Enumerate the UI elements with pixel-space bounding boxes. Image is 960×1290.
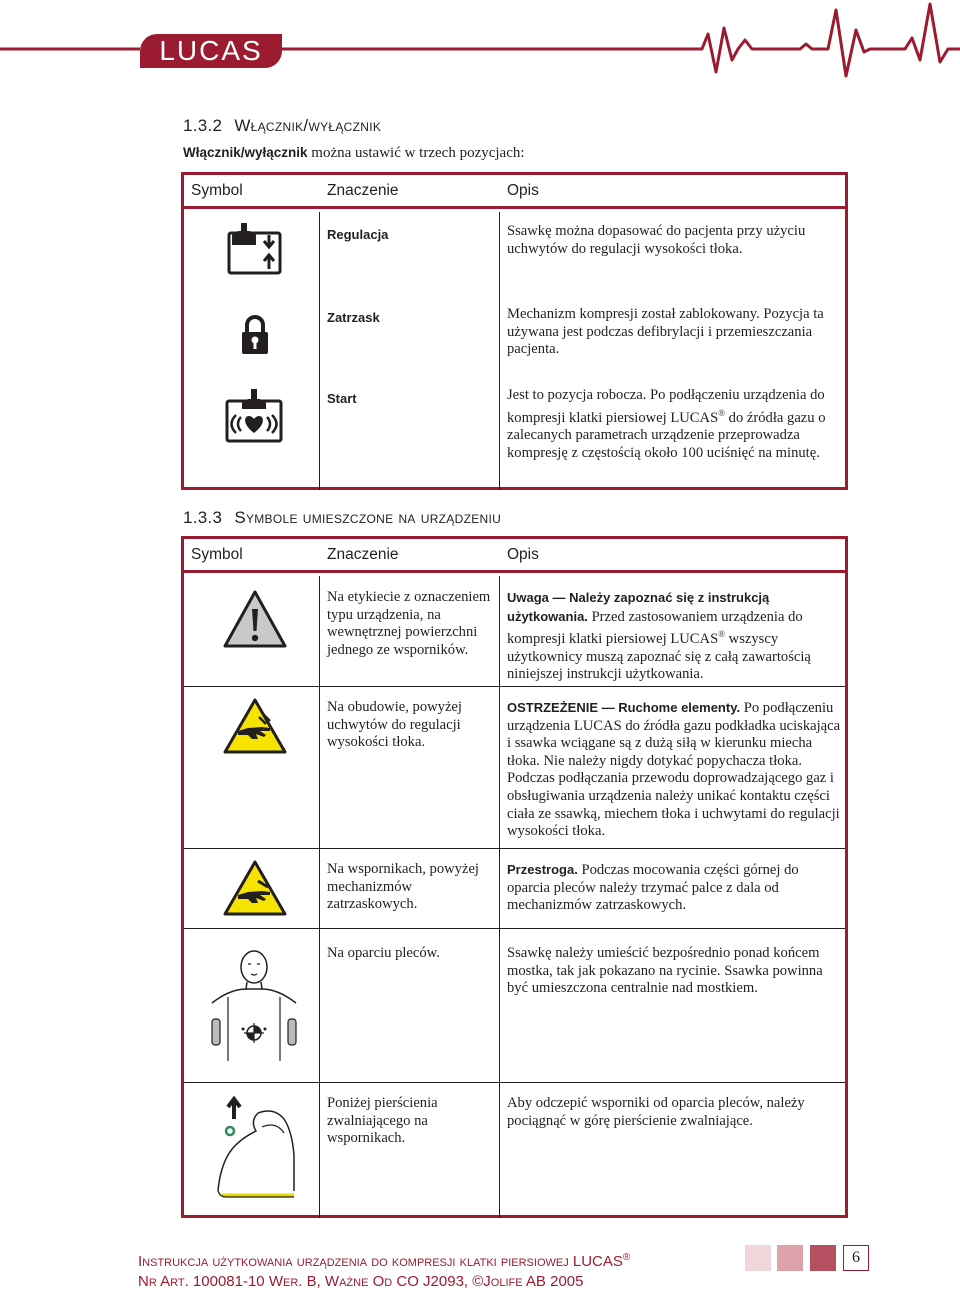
section-title-1-3-3 xyxy=(183,508,501,528)
desc-zatrzask: Mechanizm kompresji został zablokowany. Pozycja ta używana jest podczas defibrylacji i przemieszczania pacjenta. xyxy=(507,306,824,358)
col-description: Opis xyxy=(507,182,539,199)
switch-positions-table xyxy=(181,172,848,490)
desc-start: Jest to pozycja robocza. Po podłączeniu urządzenia do kompresji klatki piersiowej LUCAS® do źródła gazu o zalecanych parametrach urządzenie przeprowadza kompresję z częstością około 100 uciśnięć na minutę. xyxy=(507,387,826,461)
table-header xyxy=(184,175,845,209)
release-ring-icon xyxy=(212,1095,302,1205)
adjust-icon xyxy=(226,221,284,277)
meaning-start: Start xyxy=(327,391,357,406)
col-symbol: Symbol xyxy=(191,546,243,563)
desc-regulacja: Ssawkę można dopasować do pacjenta przy użyciu uchwytów do regulacji wysokości tłoka. xyxy=(507,223,806,257)
meaning-regulacja: Regulacja xyxy=(327,227,389,242)
desc-hand-pinch: Przestroga. Podczas mocowania części górnej do oparcia pleców należy trzymać palce z dala od mechanizmów zatrzaskowych. xyxy=(507,862,799,914)
page-number: 6 xyxy=(843,1245,869,1271)
section-title-text: Symbole umieszczone na urządzeniu xyxy=(234,508,502,527)
footer-square-1 xyxy=(745,1245,771,1271)
meaning-patient: Na oparciu pleców. xyxy=(327,945,440,961)
section-title-text: Włącznik/wyłącznik xyxy=(234,116,382,135)
footer-article-number: Nr Art. 100081-10 Wer. B, Ważne Od CO J2093, ©Jolife AB 2005 xyxy=(138,1273,584,1290)
page-footer xyxy=(138,1248,630,1290)
device-symbols-table xyxy=(181,536,848,1218)
col-symbol: Symbol xyxy=(191,182,243,199)
lock-icon xyxy=(240,315,270,355)
col-meaning: Znaczenie xyxy=(327,546,399,563)
col-meaning: Znaczenie xyxy=(327,182,399,199)
desc-warning: Uwaga — Należy zapoznać się z instrukcją użytkowania. Przed zastosowaniem urządzenia do kompresji klatki piersiowej LUCAS® wszyscy użytkownicy muszą zapoznać się z całą zawartością niniejszej instrukcji użytkowania. xyxy=(507,590,811,683)
intro-text: Włącznik/wyłącznik można ustawić w trzech pozycjach: xyxy=(183,145,525,161)
section-title-1-3-2 xyxy=(183,116,381,136)
footer-square-3 xyxy=(810,1245,836,1271)
page-header xyxy=(0,0,960,80)
desc-patient: Ssawkę należy umieścić bezpośrednio ponad końcem mostka, tak jak pokazano na rycinie. Ssawka powinna być umieszczona centralnie nad mostkiem. xyxy=(507,945,823,997)
meaning-zatrzask: Zatrzask xyxy=(327,310,380,325)
desc-hand-crush: OSTRZEŻENIE — Ruchome elementy. Po podłączeniu urządzenia LUCAS do źródła gazu podkładka uciskająca i ssawka wciągane są z dużą siłą w kierunku miecha tłoka. Nie należy nigdy dotykać popychacza tłoka. Podczas podłączania przewodu doprowadzającego gaz i obsługiwania urządzenia należy unikać kontaktu części ciała ze ssawką, miechem tłoka i uchwytami do regulacji wysokości tłoka. xyxy=(507,700,841,840)
hand-crush-warning-icon xyxy=(222,697,288,755)
hand-pinch-warning-icon xyxy=(222,859,288,917)
lucas-logo: LUCAS xyxy=(140,34,282,68)
meaning-warning: Na etykiecie z oznaczeniem typu urządzenia, na wewnętrznej powierzchni jednego ze wsporników. xyxy=(327,589,491,658)
table-header xyxy=(184,539,845,573)
meaning-hand-crush: Na obudowie, powyżej uchwytów do regulacji wysokości tłoka. xyxy=(327,699,462,751)
section-number: 1.3.2 xyxy=(183,116,223,135)
start-heart-icon xyxy=(224,387,284,443)
meaning-hand-pinch: Na wspornikach, powyżej mechanizmów zatrzaskowych. xyxy=(327,861,479,913)
desc-release-ring: Aby odczepić wsporniki od oparcia pleców, należy pociągnąć w górę pierścienie zwalniające. xyxy=(507,1095,805,1129)
warning-triangle-icon xyxy=(222,589,288,649)
footer-square-2 xyxy=(777,1245,803,1271)
meaning-release-ring: Poniżej pierścienia zwalniającego na wspornikach. xyxy=(327,1095,438,1147)
footer-title: Instrukcja użytkowania urządzenia do kompresji klatki piersiowej LUCAS® xyxy=(138,1252,631,1270)
col-description: Opis xyxy=(507,546,539,563)
section-number: 1.3.3 xyxy=(183,508,223,527)
patient-position-icon xyxy=(206,947,302,1075)
